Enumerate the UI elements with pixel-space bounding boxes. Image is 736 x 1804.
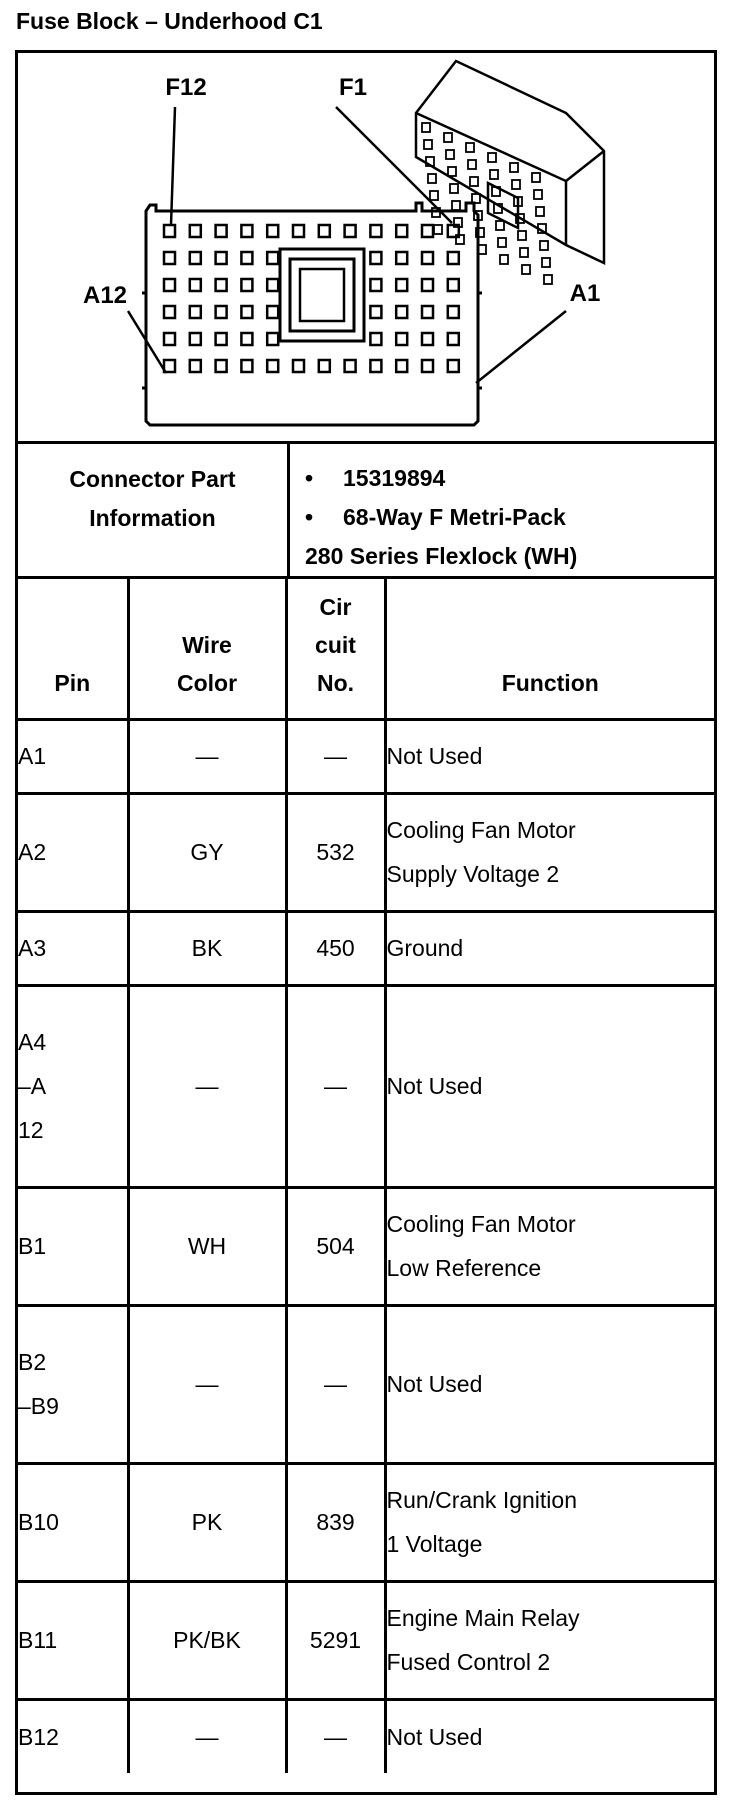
cell-function: Not Used	[385, 719, 714, 793]
cell-pin: A3	[18, 911, 128, 985]
cell-pin: B10	[18, 1463, 128, 1581]
table-row	[18, 985, 714, 1187]
page-title: Fuse Block – Underhood C1	[16, 8, 323, 34]
table-row	[18, 1581, 714, 1699]
connector-info-values	[305, 459, 577, 576]
connector-info-label-line2: Information	[89, 505, 216, 531]
bullet: •	[305, 465, 314, 491]
connector-face-drawing	[18, 53, 714, 441]
cell-circuit-no: —	[286, 1305, 385, 1463]
cell-circuit-no: 839	[286, 1463, 385, 1581]
header-pin: Pin	[18, 579, 128, 719]
connector-series: 280 Series Flexlock (WH)	[305, 543, 578, 569]
table-row	[18, 1187, 714, 1305]
cell-function: Ground	[385, 911, 714, 985]
connector-description: 68-Way F Metri-Pack	[343, 504, 566, 530]
label-a12: A12	[82, 282, 128, 309]
table-header-row	[18, 579, 714, 719]
cell-function: Not Used	[385, 985, 714, 1187]
cell-circuit-no: —	[286, 1699, 385, 1773]
cell-circuit-no: —	[286, 985, 385, 1187]
cell-wire-color: —	[128, 719, 286, 793]
cell-function: Not Used	[385, 1699, 714, 1773]
cell-circuit-no: —	[286, 719, 385, 793]
connector-part-information	[18, 441, 714, 579]
table-row	[18, 719, 714, 793]
table-row	[18, 793, 714, 911]
cell-function: Cooling Fan Motor Low Reference	[385, 1187, 714, 1305]
connector-diagram	[18, 53, 714, 444]
table-row	[18, 1699, 714, 1773]
cell-circuit-no: 532	[286, 793, 385, 911]
connector-info-label-line1: Connector Part	[69, 466, 236, 492]
bullet: •	[305, 504, 314, 530]
connector-info-label	[18, 441, 290, 576]
cell-pin: A1	[18, 719, 128, 793]
connector-face	[142, 203, 482, 425]
cell-function: Not Used	[385, 1305, 714, 1463]
cell-wire-color: WH	[128, 1187, 286, 1305]
cell-pin: B12	[18, 1699, 128, 1773]
cell-function: Cooling Fan Motor Supply Voltage 2	[385, 793, 714, 911]
cell-circuit-no: 450	[286, 911, 385, 985]
table-row	[18, 911, 714, 985]
pinout-table	[18, 579, 714, 1773]
cell-wire-color: PK	[128, 1463, 286, 1581]
cell-wire-color: —	[128, 1699, 286, 1773]
cell-circuit-no: 5291	[286, 1581, 385, 1699]
label-f1: F1	[338, 74, 368, 101]
table-row	[18, 1305, 714, 1463]
cell-circuit-no: 504	[286, 1187, 385, 1305]
part-number: 15319894	[343, 465, 446, 491]
cell-pin: B2 –B9	[18, 1305, 128, 1463]
table-row	[18, 1463, 714, 1581]
cell-function: Run/Crank Ignition 1 Voltage	[385, 1463, 714, 1581]
connector-frame	[15, 50, 717, 1795]
connector-isometric-view	[416, 61, 604, 284]
cell-pin: B1	[18, 1187, 128, 1305]
cell-pin: A4 –A 12	[18, 985, 128, 1187]
cell-pin: B11	[18, 1581, 128, 1699]
cell-wire-color: GY	[128, 793, 286, 911]
cell-wire-color: —	[128, 1305, 286, 1463]
header-function: Function	[385, 579, 714, 719]
cell-function: Engine Main Relay Fused Control 2	[385, 1581, 714, 1699]
header-circuit-no: Cir cuit No.	[286, 579, 385, 719]
cell-wire-color: PK/BK	[128, 1581, 286, 1699]
label-f12: F12	[165, 74, 207, 101]
cell-pin: A2	[18, 793, 128, 911]
cell-wire-color: BK	[128, 911, 286, 985]
header-wire-color: Wire Color	[128, 579, 286, 719]
label-a1: A1	[569, 280, 601, 307]
cell-wire-color: —	[128, 985, 286, 1187]
